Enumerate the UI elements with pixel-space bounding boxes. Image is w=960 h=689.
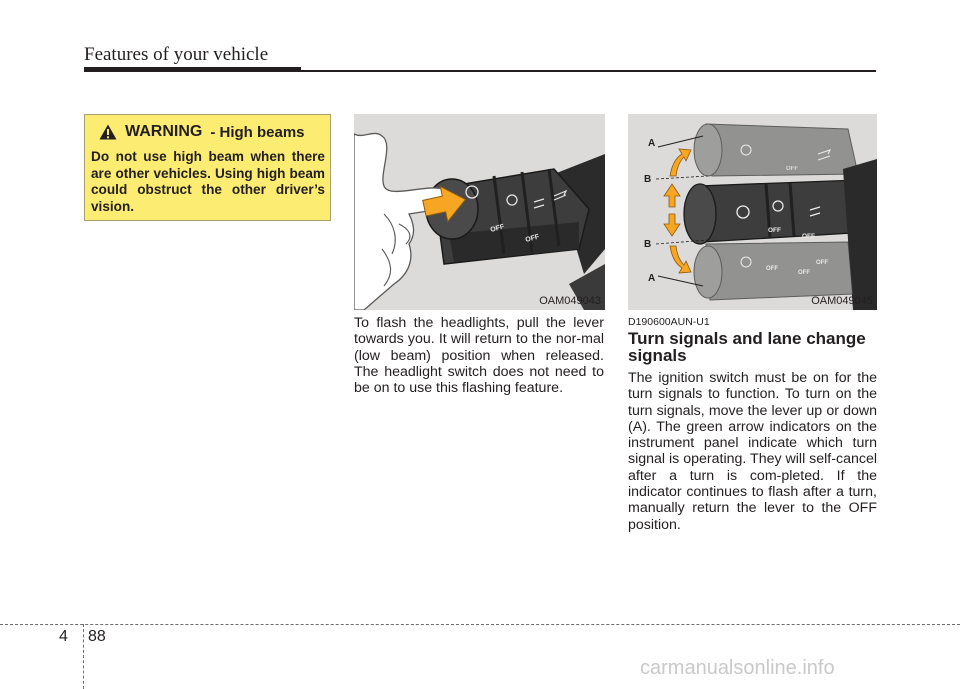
- label-b-bottom: B: [644, 239, 652, 250]
- curved-arrow-up-icon: [670, 149, 691, 176]
- lever-off-label-2: OFF: [802, 233, 815, 240]
- lever-off-label-4: OFF: [798, 270, 810, 276]
- warning-triangle-icon: [99, 124, 117, 140]
- label-a-bottom: A: [648, 273, 656, 284]
- lever-off-label-6: OFF: [816, 260, 828, 266]
- arrow-up-icon: [664, 184, 680, 207]
- header-title: Features of your vehicle: [84, 44, 269, 65]
- label-b-top: B: [644, 174, 652, 185]
- warning-text: Do not use high beam when there are other vehicles. Using high beam could obstruct the other driver’s vision.: [91, 149, 325, 214]
- page-number: 88: [88, 628, 106, 645]
- lever-off-label-3: OFF: [766, 266, 778, 272]
- hand-pulling-lever-illustration: [354, 114, 605, 310]
- figure-caption: OAM049045: [811, 295, 873, 307]
- turn-signal-lever-illustration: [628, 114, 877, 310]
- figure-turn-signals: [628, 114, 877, 310]
- warning-heading: [99, 123, 305, 141]
- section-title: Turn signals and lane change signals: [628, 329, 866, 365]
- warning-subtitle: - High beams: [210, 123, 305, 141]
- figure-caption: OAM049043: [539, 295, 601, 307]
- page-chapter: 4: [59, 628, 68, 645]
- left-paragraph: To flash the headlights, pull the lever towards you. It will return to the nor-mal (low beam) position when released. The headlight switch does not need to be on to use this flashing feature.: [354, 315, 604, 397]
- lever-off-label-1: OFF: [489, 223, 506, 234]
- warning-box: [84, 114, 331, 221]
- arrow-down-icon: [664, 214, 680, 236]
- lever-off-label-2: OFF: [524, 233, 541, 244]
- lever-off-label-5: OFF: [786, 166, 798, 172]
- lever-off-label-1: OFF: [768, 227, 781, 234]
- warning-label: WARNING: [125, 123, 203, 140]
- label-a-top: A: [648, 138, 656, 149]
- header-rule-thick: [84, 67, 301, 72]
- watermark: carmanualsonline.info: [640, 657, 835, 679]
- section-code: D190600AUN-U1: [628, 316, 710, 328]
- footer-rule: [0, 624, 960, 625]
- curved-arrow-down-icon: [670, 246, 691, 273]
- footer-vertical-rule: [83, 624, 84, 689]
- header-rule-thin: [300, 70, 876, 72]
- figure-headlight-flash: [354, 114, 605, 310]
- section-paragraph: The ignition switch must be on for the turn signals to function. To turn on the turn signals, move the lever up or down (A). The green arrow indicators on the instrument panel indicate which turn signal is operating. They will self-cancel after a turn is com-pleted. If the indicator continues to flash after a turn, manually return the lever to the OFF position.: [628, 370, 877, 533]
